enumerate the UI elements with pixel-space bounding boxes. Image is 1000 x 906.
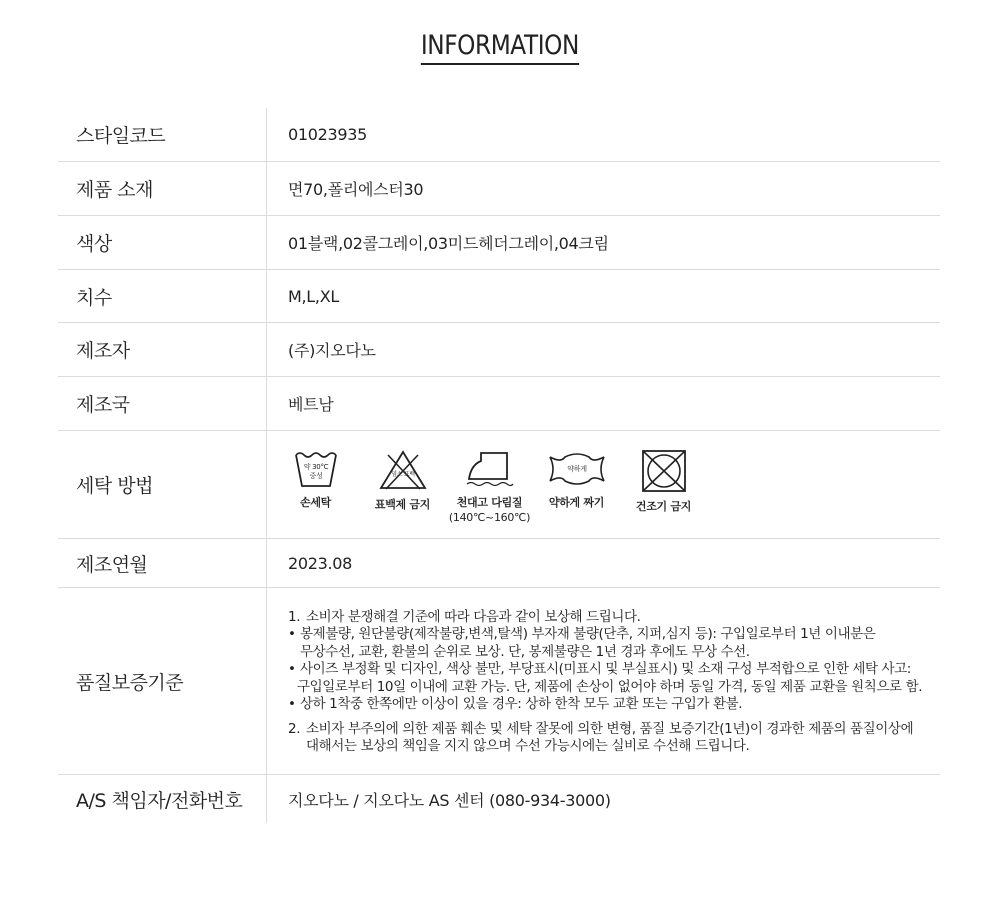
wash-item	[446, 449, 533, 525]
bullet: •	[288, 626, 296, 642]
row-label: 제품 소재	[58, 162, 267, 215]
table-row-color	[58, 216, 940, 270]
wash-caption: 건조기 금지	[635, 499, 692, 513]
row-value: 2023.08	[288, 553, 353, 573]
row-label: A/S 책임자/전화번호	[58, 775, 267, 823]
wash-neutral-text: 중성	[309, 471, 322, 480]
row-label: 세탁 방법	[58, 431, 267, 538]
quality-item-2: 소비자 부주의에 의한 제품 훼손 및 세탁 잘못에 의한 변형, 품질 보증기간(1년)이 경과한 제품의 품질이상에	[306, 720, 914, 737]
row-label: 제조국	[58, 377, 267, 430]
item-number: 1.	[288, 608, 301, 625]
row-label: 제조연월	[58, 539, 267, 587]
row-label: 치수	[58, 270, 267, 322]
row-label: 품질보증기준	[58, 588, 267, 774]
iron-temp: (140℃~160℃)	[448, 510, 531, 524]
table-row-manufacturer	[58, 323, 940, 377]
bullet-line: 구입일로부터 10일 이내에 교환 가능. 단, 제품에 손상이 없어야 하며 동일 가격, 동일 제품 교환을 원칙으로 함.	[297, 678, 923, 695]
wash-temp-text: 약 30°C	[303, 462, 328, 471]
quality-item-2-cont: 대해서는 보상의 책임을 지지 않으며 수선 가능시에는 실비로 수선해 드립니다.	[306, 738, 750, 754]
row-value: 베트남	[288, 395, 334, 414]
hand-wash-icon	[294, 449, 338, 489]
row-value: 면70,폴리에스터30	[288, 180, 424, 199]
quality-text	[288, 607, 922, 756]
bleach-text: 염소 표백	[390, 470, 415, 478]
wash-item	[272, 449, 359, 510]
bullet: •	[288, 661, 296, 677]
quality-item-1: 소비자 분쟁해결 기준에 따라 다음과 같이 보상해 드립니다.	[306, 608, 641, 625]
row-label: 색상	[58, 216, 267, 269]
row-value: M,L,XL	[288, 286, 339, 306]
row-value: 01023935	[288, 125, 368, 144]
bullet-line: 상하 1착중 한쪽에만 이상이 있을 경우: 상하 한착 모두 교환 또는 구입가 환불.	[300, 696, 743, 712]
bullet: •	[288, 696, 296, 712]
bullet-line: 봉제불량, 원단불량(제작불량,변색,탈색) 부자재 불량(단추, 지퍼,심지 등): 구입일로부터 1년 이내분은	[300, 626, 876, 642]
bullet-line: 사이즈 부정확 및 디자인, 색상 불만, 부당표시(미표시 및 부실표시) 및 소재 구성 부적합으로 인한 세탁 사고:	[300, 661, 911, 677]
table-row-size	[58, 270, 940, 323]
table-row-quality	[58, 588, 940, 775]
row-value: (주)지오다노	[288, 341, 376, 360]
page-title-wrap	[0, 30, 1000, 65]
item-number: 2.	[288, 720, 301, 737]
table-row-country	[58, 377, 940, 431]
page-title: INFORMATION	[421, 30, 579, 65]
iron-icon	[465, 449, 515, 489]
row-value: 01블랙,02콜그레이,03미드헤더그레이,04크림	[288, 234, 609, 253]
wash-item	[533, 449, 620, 510]
row-label: 제조자	[58, 323, 267, 376]
table-row-as	[58, 775, 940, 823]
wash-icons	[267, 431, 940, 538]
no-bleach-icon	[378, 449, 428, 491]
wash-caption: 표백제 금지	[374, 497, 431, 511]
bullet-line: 무상수선, 교환, 환불의 순위로 보상. 단, 봉제불량은 1년 경과 후에도 무상 수선.	[300, 643, 750, 660]
row-label: 스타일코드	[58, 108, 267, 161]
table-row-material	[58, 162, 940, 216]
table-row-style-code	[58, 108, 940, 162]
table-row-manufacture-date	[58, 539, 940, 588]
table-row-wash	[58, 431, 940, 539]
wash-item	[359, 449, 446, 512]
iron-caption: 천대고 다림질	[456, 495, 523, 509]
row-value: 지오다노 / 지오다노 AS 센터 (080-934-3000)	[288, 790, 611, 810]
info-table	[58, 108, 940, 823]
no-tumble-dry-icon	[641, 449, 687, 493]
wash-caption	[449, 495, 530, 525]
wash-item	[620, 449, 707, 514]
wash-caption: 약하게 짜기	[548, 495, 605, 509]
gentle-wring-icon	[547, 449, 607, 489]
wring-text: 약하게	[566, 464, 587, 473]
wash-caption: 손세탁	[300, 495, 331, 509]
